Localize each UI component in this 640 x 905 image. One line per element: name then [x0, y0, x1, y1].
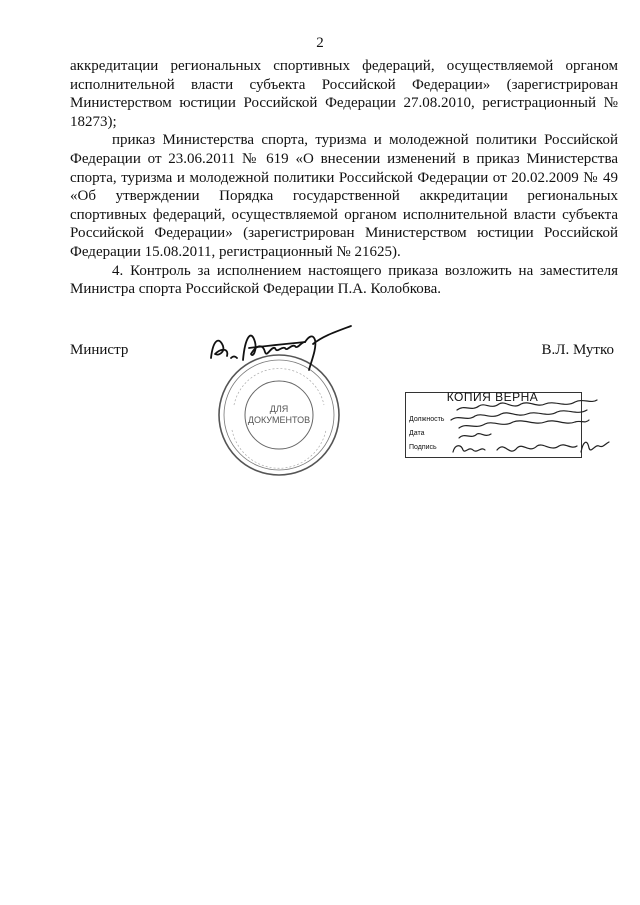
document-body	[70, 57, 618, 299]
signatory-name: В.Л. Мутко	[541, 342, 614, 358]
stamp-title: КОПИЯ ВЕРНА	[446, 390, 539, 404]
paragraph: приказ Министерства спорта, туризма и молодежной политики Российской Федерации от 23.06.2011 № 619 «О внесении изменений в приказ Министерства спорта, туризма и молодежной политики Российской Федерации от 20.02.2009 № 49 «Об утверждении Порядка государственной аккредитации региональных спортивных федераций, осуществляемой органом исполнительной власти субъекта Российской Федерации» (зарегистрирован Министерством юстиции Российской Федерации 15.08.2011, регистрационный № 21625).	[70, 132, 618, 260]
stamp-position-label: Должность	[409, 416, 445, 423]
page-number: 2	[316, 35, 324, 51]
copy-certified-stamp	[405, 388, 615, 468]
minister-signature-image	[205, 318, 355, 373]
paragraph: аккредитации региональных спортивных федераций, осуществляемой органом исполнительной власти субъекта Российской Федерации» (зарегистрирован Министерством юстиции Российской Федерации 27.08.2010, регистрационный № 18273);	[70, 58, 618, 130]
stamp-signature-label: Подпись	[409, 444, 437, 451]
seal-text-line2: ДОКУМЕНТОВ	[247, 415, 311, 425]
paragraph: 4. Контроль за исполнением настоящего приказа возложить на заместителя Министра спорта Российской Федерации П.А. Колобкова.	[70, 262, 618, 298]
stamp-handwriting-image	[405, 388, 615, 468]
stamp-date-label: Дата	[409, 430, 425, 437]
seal-text-line1: ДЛЯ	[269, 404, 289, 414]
signatory-title: Министр	[70, 342, 129, 358]
